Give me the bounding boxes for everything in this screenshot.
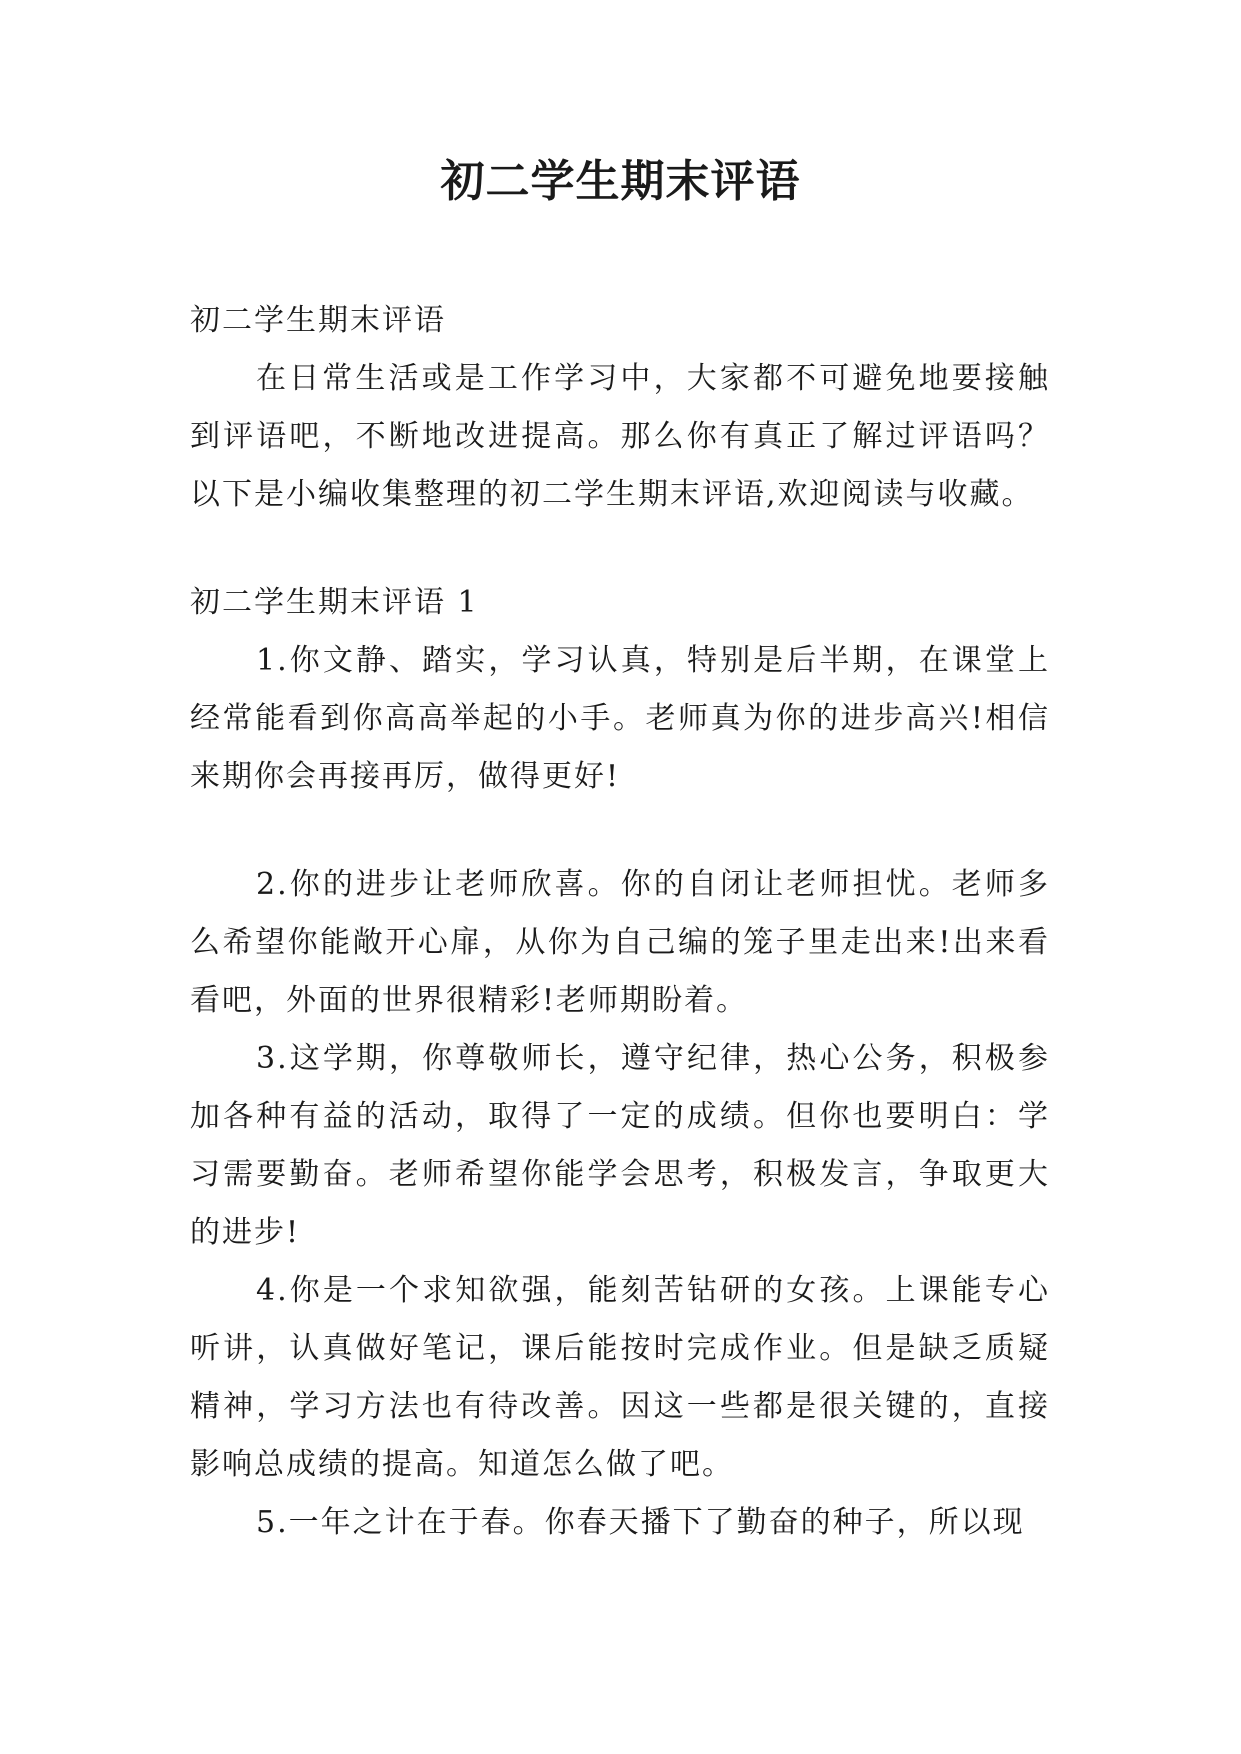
intro-paragraph: 在日常生活或是工作学习中，大家都不可避免地要接触到评语吧，不断地改进提高。那么你有真正了解过评语吗？以下是小编收集整理的初二学生期末评语,欢迎阅读与收藏。	[190, 361, 1050, 512]
comment-paragraph-4: 4.你是一个求知欲强，能刻苦钻研的女孩。上课能专心听讲，认真做好笔记，课后能按时完成作业。但是缺乏质疑精神，学习方法也有待改善。因这一些都是很关键的，直接影响总成绩的提高。知道怎么做了吧。	[190, 1273, 1050, 1482]
comment-paragraph-1: 1.你文静、踏实，学习认真，特别是后半期，在课堂上经常能看到你高高举起的小手。老师真为你的进步高兴!相信来期你会再接再厉，做得更好!	[190, 643, 1050, 794]
document-subtitle: 初二学生期末评语	[190, 303, 446, 338]
comment-paragraph-2: 2.你的进步让老师欣喜。你的自闭让老师担忧。老师多么希望你能敞开心扉，从你为自己编的笼子里走出来!出来看看吧，外面的世界很精彩!老师期盼着。	[190, 867, 1050, 1018]
comment-paragraph-3: 3.这学期，你尊敬师长，遵守纪律，热心公务，积极参加各种有益的活动，取得了一定的成绩。但你也要明白：学习需要勤奋。老师希望你能学会思考，积极发言，争取更大的进步!	[190, 1041, 1050, 1250]
paragraph-spacer	[190, 524, 1050, 574]
comment-paragraph-5: 5.一年之计在于春。你春天播下了勤奋的种子，所以现	[256, 1505, 1025, 1540]
paragraph-spacer	[190, 806, 1050, 856]
document-title: 初二学生期末评语	[440, 156, 801, 207]
section-heading: 初二学生期末评语 1	[190, 585, 479, 620]
document-body	[190, 292, 1050, 1552]
